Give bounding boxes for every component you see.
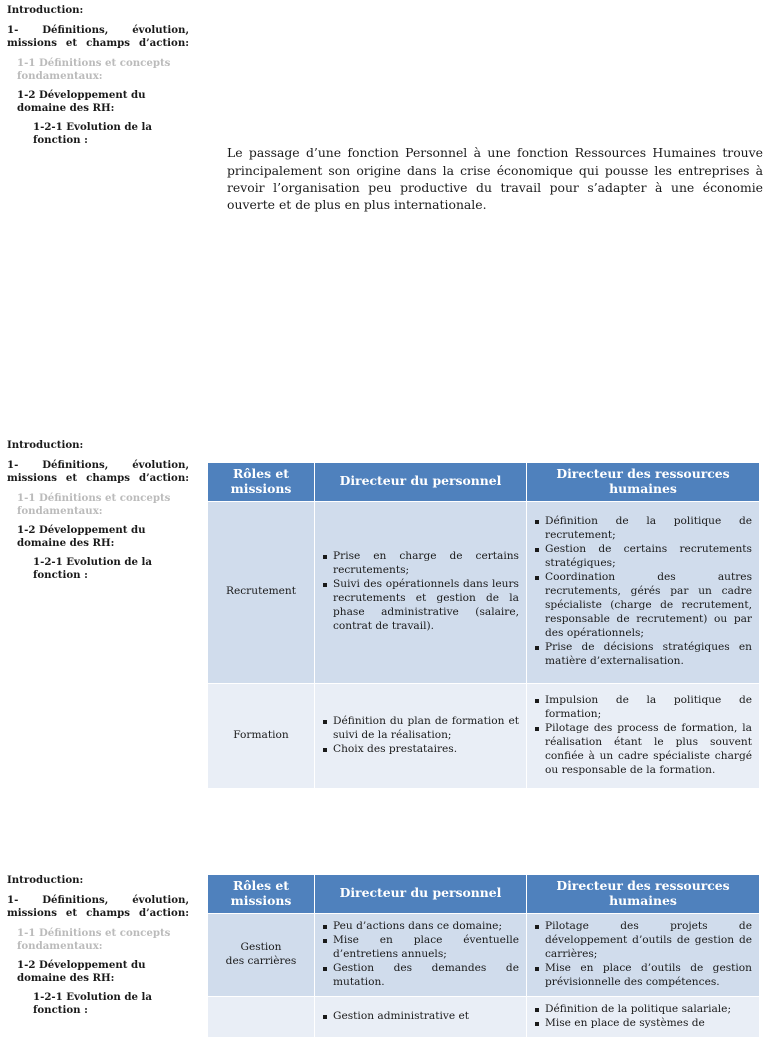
list-item: Mise en place de systèmes de [545,1017,752,1031]
list-item: Suivi des opérationnels dans leurs recrutements et gestion de la phase administrative (salaire, contrat de travail). [333,578,519,633]
drh-cell [527,501,760,683]
drh-list [534,1003,752,1031]
toc-section-1-2-1: 1-2-1 Evolution de la fonction : [33,121,152,146]
toc-section-1: 1- Définitions, évolution, missions et champs d’action: [7,893,189,919]
role-cell [208,913,315,996]
list-item: Mise en place éventuelle d’entretiens annuels; [333,933,519,960]
header-directeur-rh: Directeur des ressources humaines [527,463,760,502]
roles-comparison-table [207,462,760,789]
role-cell [208,996,315,1037]
table-of-contents [7,4,189,147]
table-header-row [208,875,760,914]
dp-list [322,715,519,757]
table-header-row [208,463,760,502]
list-item: Gestion administrative et [333,1010,519,1024]
list-item: Pilotage des process de formation, la réalisation étant le plus souvent confiée à un cadre spécialiste chargé ou responsable de la formation. [545,721,752,776]
header-directeur-personnel: Directeur du personnel [315,463,527,502]
toc-section-1-1: 1-1 Définitions et concepts fondamentaux: [17,927,171,952]
table-of-contents [7,874,189,1017]
toc-section-1-1: 1-1 Définitions et concepts fondamentaux: [17,492,171,517]
dp-list [322,1010,519,1024]
table-row [208,913,760,996]
roles-comparison-table [207,874,760,1038]
toc-introduction: Introduction: [7,4,84,16]
table-row [208,683,760,788]
header-directeur-personnel: Directeur du personnel [315,875,527,914]
list-item: Peu d’actions dans ce domaine; [333,920,519,934]
dp-list [322,920,519,990]
list-item: Mise en place d’outils de gestion prévisionnelle des compétences. [545,961,752,988]
list-item: Définition de la politique salariale; [545,1003,752,1017]
drh-cell [527,683,760,788]
role-cell: Formation [208,683,315,788]
toc-introduction: Introduction: [7,874,84,886]
slide-1 [0,0,768,435]
slide-3 [0,870,768,1029]
table-row [208,996,760,1037]
toc-section-1-1: 1-1 Définitions et concepts fondamentaux: [17,57,171,82]
list-item: Gestion des demandes de mutation. [333,961,519,988]
list-item: Définition de la politique de recrutement; [545,515,752,542]
toc-section-1-2-1: 1-2-1 Evolution de la fonction : [33,556,152,581]
role-cell: Recrutement [208,501,315,683]
table-row [208,501,760,683]
slide-2 [0,435,768,870]
list-item: Impulsion de la politique de formation; [545,693,752,720]
list-item: Gestion de certains recrutements stratégiques; [545,543,752,570]
toc-section-1-2-1: 1-2-1 Evolution de la fonction : [33,991,152,1016]
drh-cell [527,913,760,996]
intro-paragraph: Le passage d’une fonction Personnel à une fonction Ressources Humaines trouve principalement son origine dans la crise économique qui pousse les entreprises à revoir l’organisation peu productive du travail pour s’adapter à une économie ouverte et de plus en plus internationale. [227,145,763,212]
drh-cell [527,996,760,1037]
role-line: des carrières [225,954,297,967]
toc-section-1: 1- Définitions, évolution, missions et champs d’action: [7,23,189,49]
header-roles: Rôles et missions [208,875,315,914]
toc-section-1-2: 1-2 Développement du domaine des RH: [17,88,146,114]
list-item: Choix des prestataires. [333,743,519,757]
toc-introduction: Introduction: [7,439,84,451]
table-of-contents [7,439,189,582]
dp-cell [315,501,527,683]
header-directeur-rh: Directeur des ressources humaines [527,875,760,914]
list-item: Pilotage des projets de développement d’outils de gestion de carrières; [545,919,752,960]
dp-list [322,550,519,634]
list-item: Prise en charge de certains recrutements; [333,550,519,577]
header-roles: Rôles et missions [208,463,315,502]
toc-section-1-2: 1-2 Développement du domaine des RH: [17,523,146,549]
role-line: Gestion [240,940,282,953]
drh-list [534,515,752,669]
toc-section-1-2: 1-2 Développement du domaine des RH: [17,958,146,984]
drh-list [534,694,752,778]
toc-section-1: 1- Définitions, évolution, missions et champs d’action: [7,458,189,484]
list-item: Prise de décisions stratégiques en matière d’externalisation. [545,641,752,668]
dp-cell [315,683,527,788]
list-item: Définition du plan de formation et suivi de la réalisation; [333,714,519,741]
drh-list [534,920,752,990]
dp-cell [315,913,527,996]
dp-cell [315,996,527,1037]
list-item: Coordination des autres recrutements, gérés par un cadre spécialiste (charge de recrutement, responsable de recrutement) ou par des opérationnels; [545,571,752,640]
